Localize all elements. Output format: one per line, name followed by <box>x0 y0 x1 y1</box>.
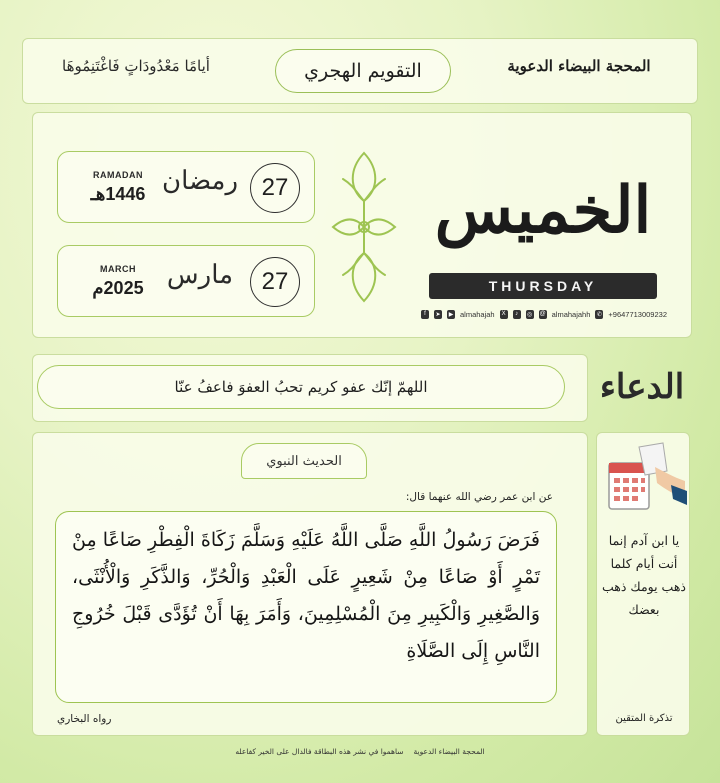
handle-one: almahajah <box>460 309 495 319</box>
facebook-icon: f <box>421 310 429 319</box>
ornament-divider-icon <box>329 149 399 305</box>
dua-heading: الدعاء <box>599 367 685 407</box>
telegram-icon: ➤ <box>435 311 441 318</box>
hijri-day: 27 <box>250 163 300 213</box>
threads-icon: @ <box>539 311 546 317</box>
social-handles <box>421 307 667 321</box>
header-bar <box>22 38 698 104</box>
gregorian-year: 2025م <box>92 278 144 298</box>
gregorian-month-ar: مارس <box>166 260 234 290</box>
reminder-quote: يا ابن آدم إنما أنت أيام كلما ذهب يومك ذهب بعضك <box>602 533 686 617</box>
handle-two: almahajahh <box>551 309 591 319</box>
date-panel <box>32 112 692 338</box>
dua-text: اللهمّ إنّك عفو كريم تحبُ العفوَ فاعفُ عنّا <box>37 365 565 409</box>
tiktok-icon: ♪ <box>513 310 521 319</box>
youtube-icon: ▶ <box>448 311 454 318</box>
footer-bar <box>140 742 580 760</box>
hadith-narrator: عن ابن عمر رضي الله عنهما قال: <box>405 491 553 503</box>
hadith-panel <box>32 432 588 736</box>
motto-text: أيامًا مَعْدُودَاتٍ فَاغْتَنِمُوهَا <box>62 57 210 75</box>
whatsapp-icon: ✆ <box>596 311 602 318</box>
x-icon: X <box>501 311 506 317</box>
calendar-title: التقويم الهجري <box>275 49 451 93</box>
hijri-date-box <box>57 151 315 223</box>
hadith-heading: الحديث النبوي <box>241 443 367 479</box>
hijri-year: 1446هـ <box>90 184 146 204</box>
reminder-caption: تذكرة المتقين <box>615 713 673 724</box>
phone-number: +9647713009232 <box>608 309 667 319</box>
hijri-month-ar: رمضان <box>161 166 239 196</box>
weekday-arabic: الخميس <box>434 173 652 248</box>
dua-panel <box>32 354 588 422</box>
instagram-icon: ◎ <box>526 311 533 318</box>
hijri-month-en: RAMADAN <box>93 170 143 180</box>
calendar-hand-icon <box>601 441 687 521</box>
gregorian-day: 27 <box>250 257 300 307</box>
footer-text: ساهموا في نشر هذه البطاقة فالدال على الخير كفاعله <box>235 746 404 756</box>
weekday-english-bar: THURSDAY <box>429 273 657 299</box>
hadith-source: رواه البخاري <box>57 713 112 725</box>
footer-org: المحجة البيضاء الدعوية <box>413 746 485 756</box>
reminder-panel <box>596 432 690 736</box>
org-logo-text: المحجة البيضاء الدعوية <box>507 57 651 75</box>
gregorian-month-en: MARCH <box>100 264 136 274</box>
gregorian-date-box <box>57 245 315 317</box>
hadith-text: فَرَضَ رَسُولُ اللَّهِ صَلَّى اللَّهُ عَلَيْهِ وَسَلَّمَ زَكَاةَ الْفِطْرِ صَاعًا مِنْ تَمْرٍ أَوْ صَاعًا مِنْ شَعِيرٍ عَلَى الْعَبْدِ وَالْحُرِّ، وَالذَّكَرِ وَالْأُنْثَى، وَالصَّغِيرِ وَالْكَبِيرِ مِنَ الْمُسْلِمِينَ، وَأَمَرَ بِهَا أَنْ تُؤَدَّى قَبْلَ خُرُوجِ النَّاسِ إِلَى الصَّلَاةِ <box>55 511 557 703</box>
